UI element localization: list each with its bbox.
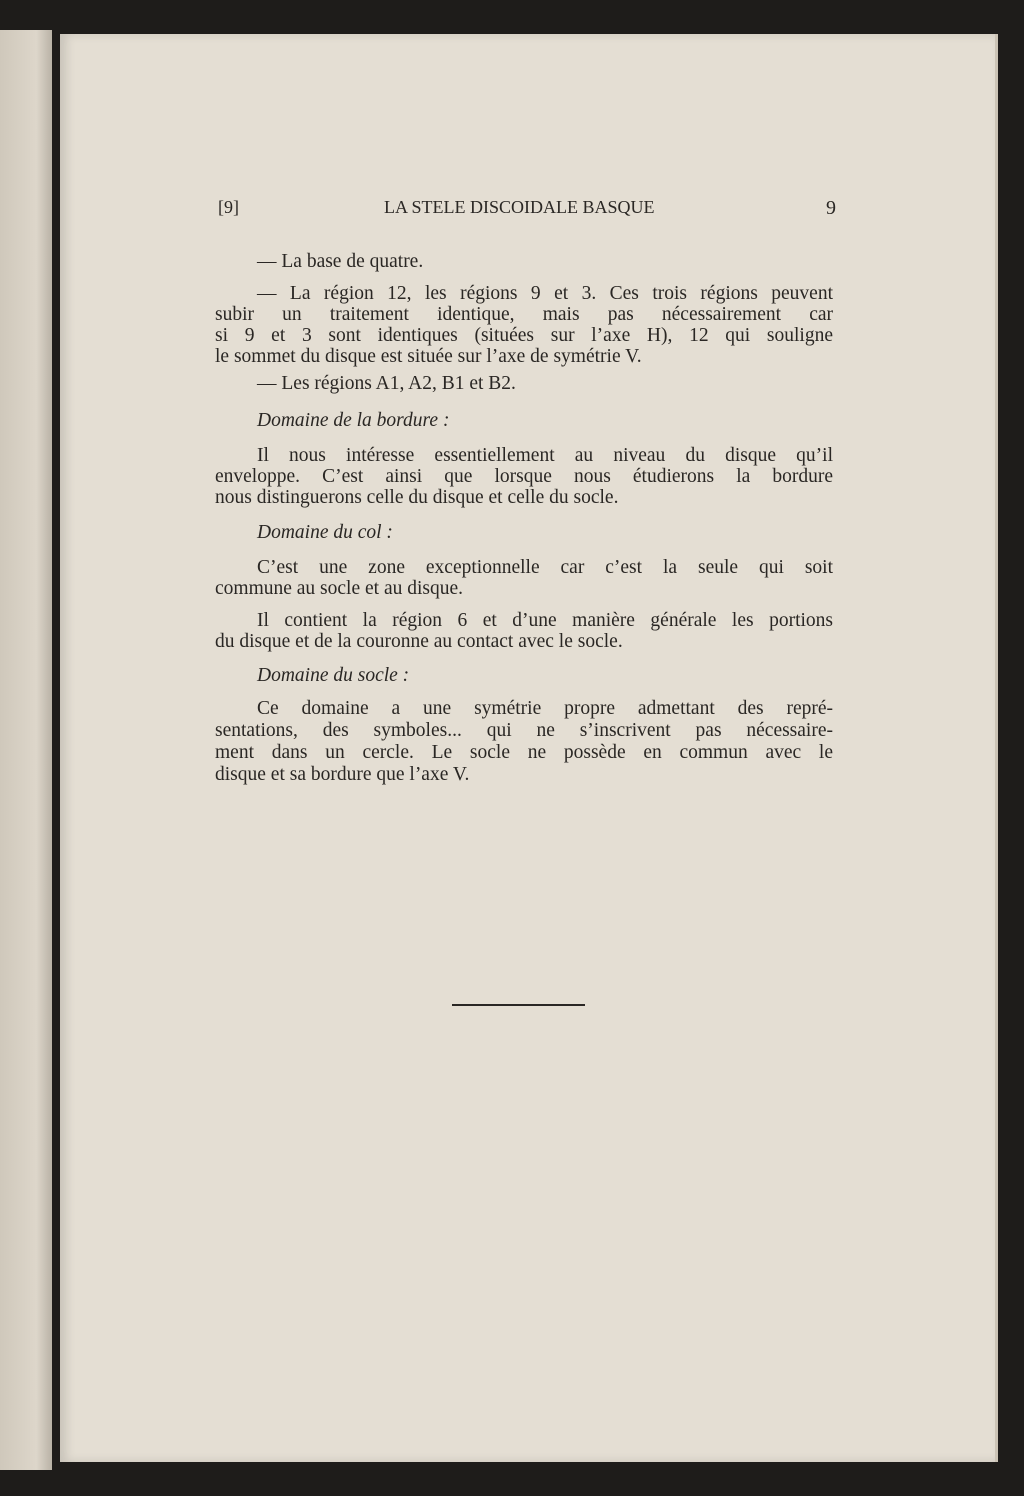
section-heading: Domaine de la bordure : — [257, 410, 450, 431]
text-line: — Les régions A1, A2, B1 et B2. — [257, 373, 516, 394]
text-line: — La région 12, les régions 9 et 3. Ces trois régions peuvent — [257, 283, 833, 304]
text-line: C’est une zone exceptionnelle car c’est la seule qui soit — [257, 557, 833, 578]
page-bracket-number: [9] — [218, 197, 239, 217]
text-line: subir un traitement identique, mais pas nécessairement car — [215, 304, 833, 325]
text-line: — La base de quatre. — [257, 251, 424, 272]
text-line: si 9 et 3 sont identiques (situées sur l’axe H), 12 qui souligne — [215, 325, 833, 346]
text-line: sentations, des symboles... qui ne s’inscrivent pas nécessaire- — [215, 720, 833, 741]
facing-page-edge — [0, 30, 52, 1470]
text-line: du disque et de la couronne au contact avec le socle. — [215, 631, 623, 652]
text-line: ment dans un cercle. Le socle ne possède en commun avec le — [215, 742, 833, 763]
text-line: le sommet du disque est située sur l’axe de symétrie V. — [215, 346, 642, 367]
text-line: enveloppe. C’est ainsi que lorsque nous étudierons la bordure — [215, 466, 833, 487]
section-heading: Domaine du socle : — [257, 665, 410, 686]
text-line: commune au socle et au disque. — [215, 578, 464, 599]
running-title: LA STELE DISCOIDALE BASQUE — [384, 197, 655, 217]
text-line: Il contient la région 6 et d’une manière générale les portions — [257, 610, 833, 631]
text-line: disque et sa bordure que l’axe V. — [215, 764, 470, 785]
text-line: Ce domaine a une symétrie propre admettant des repré- — [257, 698, 833, 719]
text-line: Il nous intéresse essentiellement au niveau du disque qu’il — [257, 445, 833, 466]
text-line: nous distinguerons celle du disque et celle du socle. — [215, 487, 619, 508]
section-heading: Domaine du col : — [257, 522, 393, 543]
end-rule — [452, 1004, 585, 1006]
page-number: 9 — [826, 197, 836, 219]
